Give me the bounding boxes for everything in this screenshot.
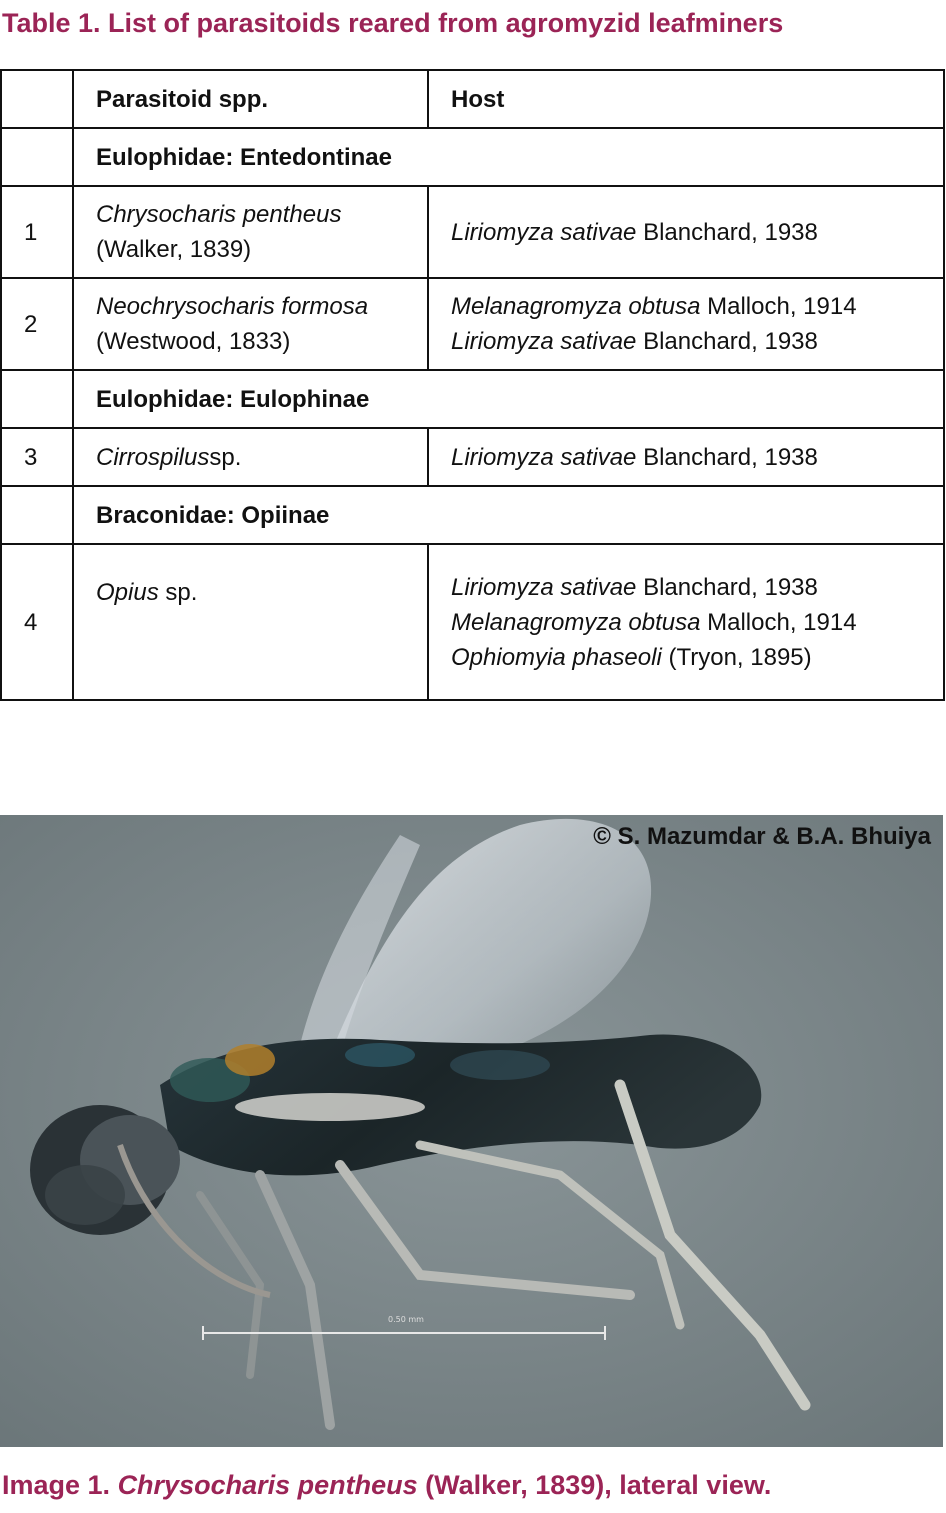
host-entry — [451, 570, 943, 605]
table-title: Table 1. List of parasitoids reared from agromyzid leafminers — [2, 8, 784, 38]
family-num-cell — [1, 128, 73, 186]
caption-suffix: (Walker, 1839), lateral view. — [417, 1470, 772, 1500]
header-species: Parasitoid spp. — [73, 70, 428, 128]
table-row — [1, 278, 944, 370]
host-entry — [451, 289, 943, 324]
species-author: sp. — [209, 443, 242, 471]
species-cell — [73, 278, 428, 370]
family-name: Braconidae: Opiinae — [73, 486, 944, 544]
caption-species: Chrysocharis pentheus — [117, 1470, 418, 1500]
species-cell — [73, 186, 428, 278]
host-cell — [428, 428, 944, 486]
host-author: Blanchard, 1938 — [636, 443, 818, 471]
species-name: Cirrospilus — [96, 443, 210, 471]
host-entry — [451, 605, 943, 640]
host-author: Malloch, 1914 — [700, 608, 857, 636]
host-author: (Tryon, 1895) — [661, 643, 812, 671]
species-name: Neochrysocharis formosa — [96, 293, 369, 320]
host-cell — [428, 278, 944, 370]
specimen-photo — [0, 815, 943, 1447]
species-cell — [73, 544, 428, 700]
host-author: Malloch, 1914 — [700, 293, 857, 320]
image-caption — [2, 1470, 771, 1501]
host-entry — [451, 440, 943, 475]
species-author: sp. — [158, 579, 198, 606]
row-num: 1 — [1, 186, 73, 278]
host-entry — [451, 640, 943, 675]
caption-prefix: Image 1. — [2, 1470, 118, 1500]
host-name: Melanagromyza obtusa — [451, 608, 701, 636]
family-row — [1, 128, 944, 186]
species-name: Chrysocharis pentheus — [96, 201, 342, 228]
copyright-notice: © S. Mazumdar & B.A. Bhuiya — [593, 823, 931, 850]
header-host: Host — [428, 70, 944, 128]
species-name: Opius — [96, 579, 159, 606]
host-name: Liriomyza sativae — [451, 443, 637, 471]
table-row — [1, 544, 944, 700]
host-author: Blanchard, 1938 — [636, 328, 818, 355]
row-num: 3 — [1, 428, 73, 486]
family-name: Eulophidae: Eulophinae — [73, 370, 944, 428]
table-header-row — [1, 70, 944, 128]
specimen-illustration — [0, 815, 943, 1447]
host-name: Ophiomyia phaseoli — [451, 643, 662, 671]
row-num: 4 — [1, 544, 73, 700]
host-name: Liriomyza sativae — [451, 218, 637, 246]
row-num: 2 — [1, 278, 73, 370]
species-cell — [73, 428, 428, 486]
species-author: (Walker, 1839) — [96, 236, 252, 263]
family-num-cell — [1, 486, 73, 544]
family-row — [1, 370, 944, 428]
host-name: Melanagromyza obtusa — [451, 293, 701, 320]
family-num-cell — [1, 370, 73, 428]
parasitoid-table — [0, 69, 945, 701]
header-num — [1, 70, 73, 128]
species-author: (Westwood, 1833) — [96, 328, 291, 355]
host-entry — [451, 215, 943, 250]
host-author: Blanchard, 1938 — [636, 218, 818, 246]
family-name: Eulophidae: Entedontinae — [73, 128, 944, 186]
host-name: Liriomyza sativae — [451, 328, 637, 355]
host-cell — [428, 544, 944, 700]
host-entry — [451, 324, 943, 359]
family-row — [1, 486, 944, 544]
table-row — [1, 428, 944, 486]
host-name: Liriomyza sativae — [451, 573, 637, 601]
scale-bar-label: 0.50 mm — [388, 1315, 424, 1324]
host-cell — [428, 186, 944, 278]
table-row — [1, 186, 944, 278]
host-author: Blanchard, 1938 — [636, 573, 818, 601]
